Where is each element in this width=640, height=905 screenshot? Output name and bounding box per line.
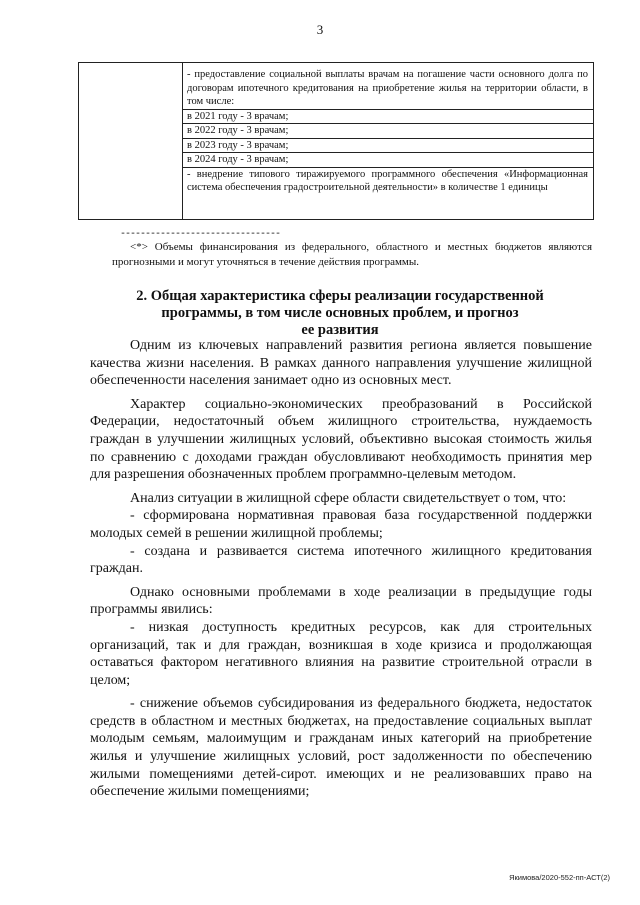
paragraph: Анализ ситуации в жилищной сфере области свидетельствует о том, что: xyxy=(130,490,567,506)
paragraph: Характер социально-экономических преобразований в Российской Федерации, недостаточный объем жилищного строительства, нуждаемость граждан в улучшении жилищных условий, объективно высокая стоимость жилья по сравнению с доходами граждан обусловливают необходимость принятия мер для разрешения обозначенных проблем программно-целевым методом. xyxy=(90,396,592,483)
footnote: <*> Объемы финансирования из федерального, областного и местных бюджетов являются прогнозными и могут уточняться в течение действия программы. xyxy=(112,241,592,268)
table-line: в 2022 году - 3 врачам; xyxy=(187,125,289,136)
paragraph: Однако основными проблемами в ходе реализации в предыдущие годы программы явились: xyxy=(90,584,592,618)
section-heading-line: 2. Общая характеристика сферы реализации государственной xyxy=(136,288,544,304)
program-table xyxy=(78,62,594,220)
table-line: в 2023 году - 3 врачам; xyxy=(187,139,289,151)
table-value-cell xyxy=(183,63,593,219)
section-heading-line: программы, в том числе основных проблем, и прогноз xyxy=(161,305,519,321)
list-item: - создана и развивается система ипотечного жилищного кредитования граждан. xyxy=(90,543,592,577)
table-line: - внедрение типового тиражируемого программного обеспечения «Информационная система обеспечения градостроительной деятельности» в количестве 1 единицы xyxy=(187,168,588,193)
list-item: - сформирована нормативная правовая база государственной поддержки молодых семей в решении жилищной проблемы; xyxy=(90,508,592,541)
document-stamp: Якимова/2020-552-пп-АСТ(2) xyxy=(509,873,610,882)
paragraph: Одним из ключевых направлений развития региона является повышение качества жизни населения. В рамках данного направления улучшение жилищной обеспеченности населения занимает одно из основных мест. xyxy=(90,338,592,389)
list-item: - низкая доступность кредитных ресурсов, как для строительных организаций, так и для граждан, возникшая в ходе кризиса и продолжающая оставаться фактором негативного влияния на развитие строительной отрасли в целом; xyxy=(90,619,592,688)
footnote-separator: -------------------------------- xyxy=(120,229,281,240)
section-heading xyxy=(80,288,600,339)
table-label-cell xyxy=(79,63,183,219)
table-line: в 2021 году - 3 врачам; xyxy=(187,110,289,122)
page-number: 3 xyxy=(316,22,324,37)
list-item: - снижение объемов субсидирования из федерального бюджета, недостаток средств в областном и местных бюджетах, на предоставление социальных выплат молодым семьям, малоимущим и гражданам иных категорий на приобретение жилья и улучшение жилищных условий, рост задолженности по обеспечению жилыми помещениями детей-сирот. имеющих и не реализовавших право на обеспечение жилыми помещениями; xyxy=(90,696,592,800)
section-heading-line: ее развития xyxy=(301,322,379,338)
table-line: - предоставление социальной выплаты врачам на погашение части основного долга по договорам ипотечного кредитования на приобретение жилья на территории области, в том числе: xyxy=(187,69,588,107)
section-body xyxy=(90,337,592,801)
table-line: в 2024 году - 3 врачам; xyxy=(187,154,289,165)
